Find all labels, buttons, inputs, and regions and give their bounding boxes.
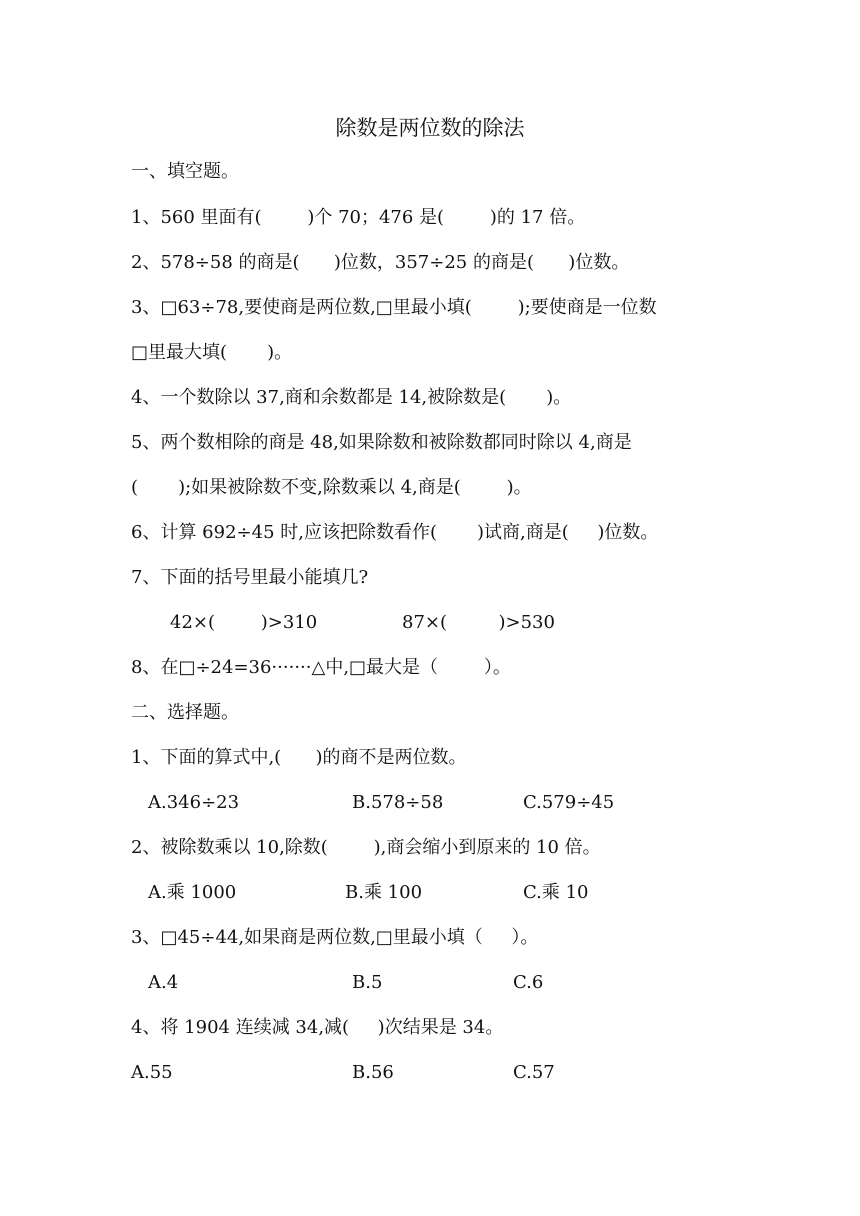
question-2-4-option-c: C.57 [513,1062,555,1083]
question-2-1-option-c: C.579÷45 [523,792,615,813]
question-1-4: 4、一个数除以 37,商和余数都是 14,被除数是( )。 [131,387,572,408]
question-2-1: 1、下面的算式中,( )的商不是两位数。 [131,747,467,768]
question-1-8: 8、在□÷24=36·······△中,□最大是（ ）。 [131,657,511,678]
question-1-5: 5、两个数相除的商是 48,如果除数和被除数都同时除以 4,商是 [131,432,632,453]
question-1-7-expr-a: 42×( )>310 [170,612,318,633]
question-2-3-option-a: A.4 [148,972,179,993]
question-2-4: 4、将 1904 连续减 34,减( )次结果是 34。 [131,1017,504,1038]
question-2-4-option-b: B.56 [352,1062,394,1083]
section-heading-choice: 二、选择题。 [131,702,239,723]
question-1-2: 2、578÷58 的商是( )位数，357÷25 的商是( )位数。 [131,252,630,273]
question-2-3-option-b: B.5 [352,972,383,993]
question-2-2-option-b: B.乘 100 [345,882,423,903]
question-2-1-option-b: B.578÷58 [352,792,444,813]
question-2-4-option-a: A.55 [131,1062,173,1083]
page-title: 除数是两位数的除法 [335,116,525,140]
question-1-5-cont: ( );如果被除数不变,除数乘以 4,商是( )。 [131,477,532,498]
question-1-6: 6、计算 692÷45 时,应该把除数看作( )试商,商是( )位数。 [131,522,659,543]
question-2-2-option-c: C.乘 10 [523,882,589,903]
question-1-3: 3、□63÷78,要使商是两位数,□里最小填( );要使商是一位数 [131,297,657,318]
question-2-3: 3、□45÷44,如果商是两位数,□里最小填（ ）。 [131,927,539,948]
question-2-1-option-a: A.346÷23 [148,792,240,813]
question-1-3-cont: □里最大填( )。 [131,342,293,363]
question-2-2-option-a: A.乘 1000 [148,882,237,903]
question-2-2: 2、被除数乘以 10,除数( ),商会缩小到原来的 10 倍。 [131,837,601,858]
question-1-1: 1、560 里面有( )个 70；476 是( )的 17 倍。 [131,207,586,228]
question-1-7-expr-b: 87×( )>530 [402,612,555,633]
question-1-7: 7、下面的括号里最小能填几? [131,567,369,588]
section-heading-fill-blank: 一、填空题。 [131,161,239,182]
question-2-3-option-c: C.6 [513,972,544,993]
